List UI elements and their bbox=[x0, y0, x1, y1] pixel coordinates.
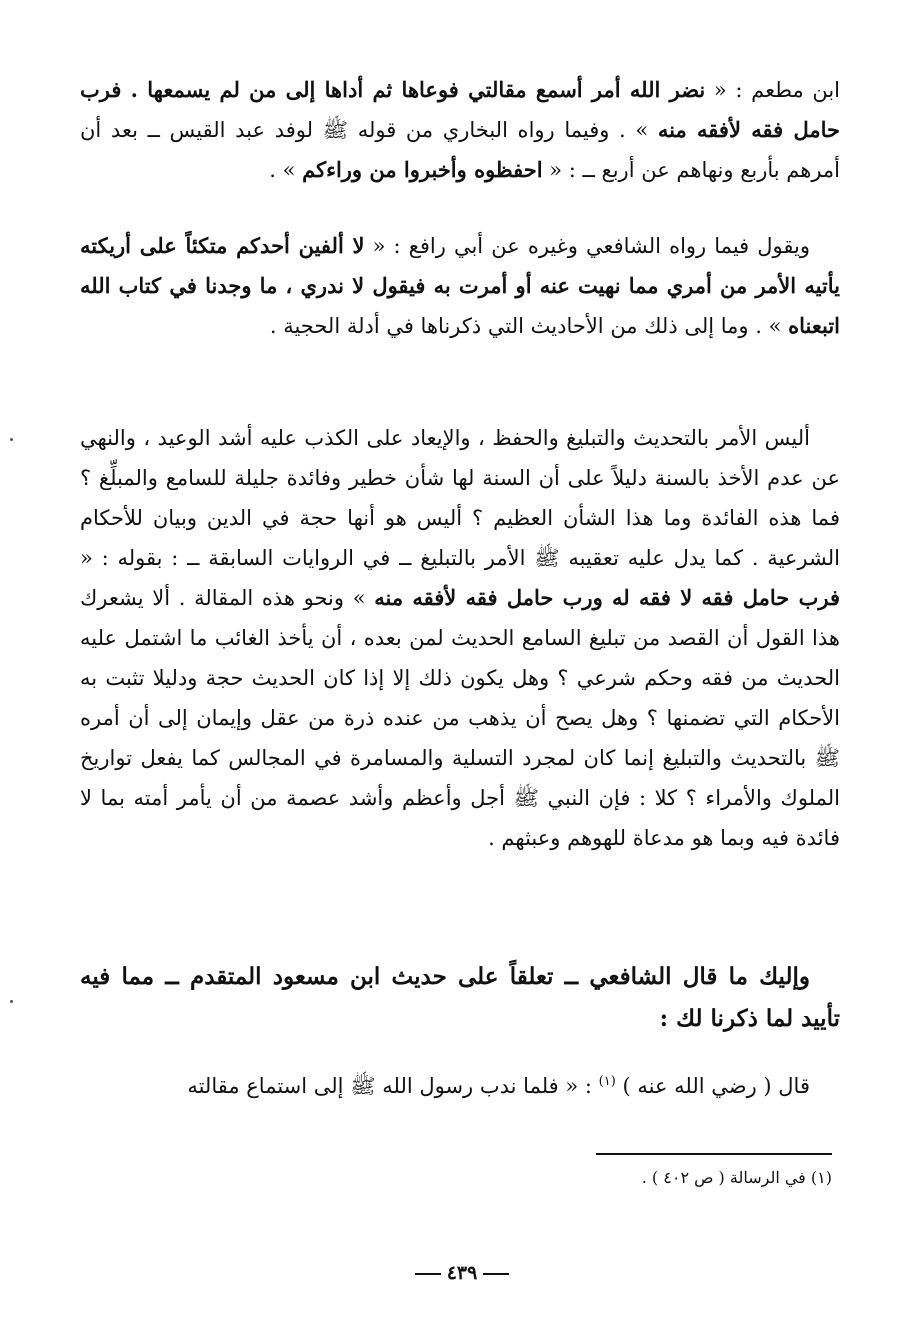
paragraph-2-text-a: ويقول فيما رواه الشافعي وغيره عن أبي رافع : « bbox=[364, 234, 810, 258]
margin-speck bbox=[10, 438, 13, 441]
paragraph-3-text-b: » ونحو هذه المقالة . ألا يشعرك هذا القول أن القصد من تبليغ السامع الحديث لمن بعده ، أن يأخذ الغائب ما اشتمل عليه الحديث من فقه وحكم شرعي ؟ وهل يكون ذلك إلا إذا كان الحديث حجة ودليلا تثبت به الأحكام التي تضمنها ؟ وهل يصح أن يذهب من عنده ذرة من عقل وإيمان إلى أن أمره ﷺ بالتحديث والتبليغ إنما كان لمجرد التسلية والمسامرة في المجالس كما يفعل تواريخ الملوك والأمراء ؟ كلا : فإن النبي ﷺ أجل وأعظم وأشد عصمة من أن يأمر أمته بما لا فائدة فيه وبما هو مدعاة للهوهم وعبثهم . bbox=[80, 586, 840, 850]
paragraph-1 bbox=[80, 70, 840, 200]
paragraph-1-text-c: » . bbox=[269, 158, 303, 182]
page-number-dash-left bbox=[483, 1273, 509, 1275]
paragraph-4 bbox=[80, 956, 840, 1040]
paragraph-5-text-a: قال ( رضي الله عنه ) bbox=[615, 1074, 810, 1098]
paragraph-1-hadith-2: احفظوه وأخبروا من وراءكم bbox=[302, 157, 543, 182]
page-number-value: ٤٣٩ bbox=[446, 1262, 478, 1284]
paragraph-3-hadith: فرب حامل فقه لا فقه له ورب حامل فقه لأفقه منه bbox=[374, 585, 840, 610]
paragraph-4-text: وإليك ما قال الشافعي ــ تعلقاً على حديث ابن مسعود المتقدم ــ مما فيه تأييد لما ذكرنا لك : bbox=[80, 963, 840, 1032]
page-body bbox=[80, 70, 840, 1106]
footnote-separator bbox=[596, 1153, 832, 1155]
margin-speck bbox=[10, 1000, 13, 1003]
paragraph-1-text-b: » . وفيما رواه البخاري من قوله ﷺ لوفد عبد القيس ــ بعد أن أمرهم بأربع ونهاهم عن أربع ــ : « bbox=[80, 118, 840, 182]
paragraph-5 bbox=[80, 1066, 840, 1106]
paragraph-5-text-b: : « فلما ندب رسول الله ﷺ إلى استماع مقالته bbox=[187, 1074, 599, 1098]
paragraph-3 bbox=[80, 418, 840, 938]
page-number-dash-right bbox=[415, 1273, 441, 1275]
paragraph-1-hadith-1: نضر الله أمر أسمع مقالتي فوعاها ثم أداها إلى من لم يسمعها . فرب حامل فقه لأفقه منه bbox=[80, 77, 840, 142]
paragraph-2-text-b: » . وما إلى ذلك من الأحاديث التي ذكرناها في أدلة الحجية . bbox=[269, 314, 789, 338]
paragraph-2-hadith: لا ألفين أحدكم متكئاً على أريكته يأتيه الأمر من أمري مما نهيت عنه أو أمرت به فيقول لا ندري ، ما وجدنا في كتاب الله اتبعناه bbox=[80, 233, 840, 338]
footnote: (١) في الرسالة ( ص ٤٠٢ ) . bbox=[641, 1168, 832, 1187]
paragraph-3-text-a: أليس الأمر بالتحديث والتبليغ والحفظ ، والإيعاد على الكذب عليه أشد الوعيد ، والنهي عن عدم الأخذ بالسنة دليلاً على أن السنة لها شأن خطير وفائدة جليلة للسامع والمبلِّغ ؟ فما هذه الفائدة وما هذا الشأن العظيم ؟ أليس هو أنها حجة في الدين وبيان للأحكام الشرعية . كما يدل عليه تعقيبه ﷺ الأمر بالتبليغ ــ في الروايات السابقة ــ : بقوله : « bbox=[80, 426, 840, 570]
page-number bbox=[0, 1262, 924, 1284]
paragraph-1-text-a: ابن مطعم : « bbox=[705, 78, 841, 102]
footnote-ref: (١) bbox=[598, 1074, 616, 1089]
paragraph-2 bbox=[80, 226, 840, 392]
